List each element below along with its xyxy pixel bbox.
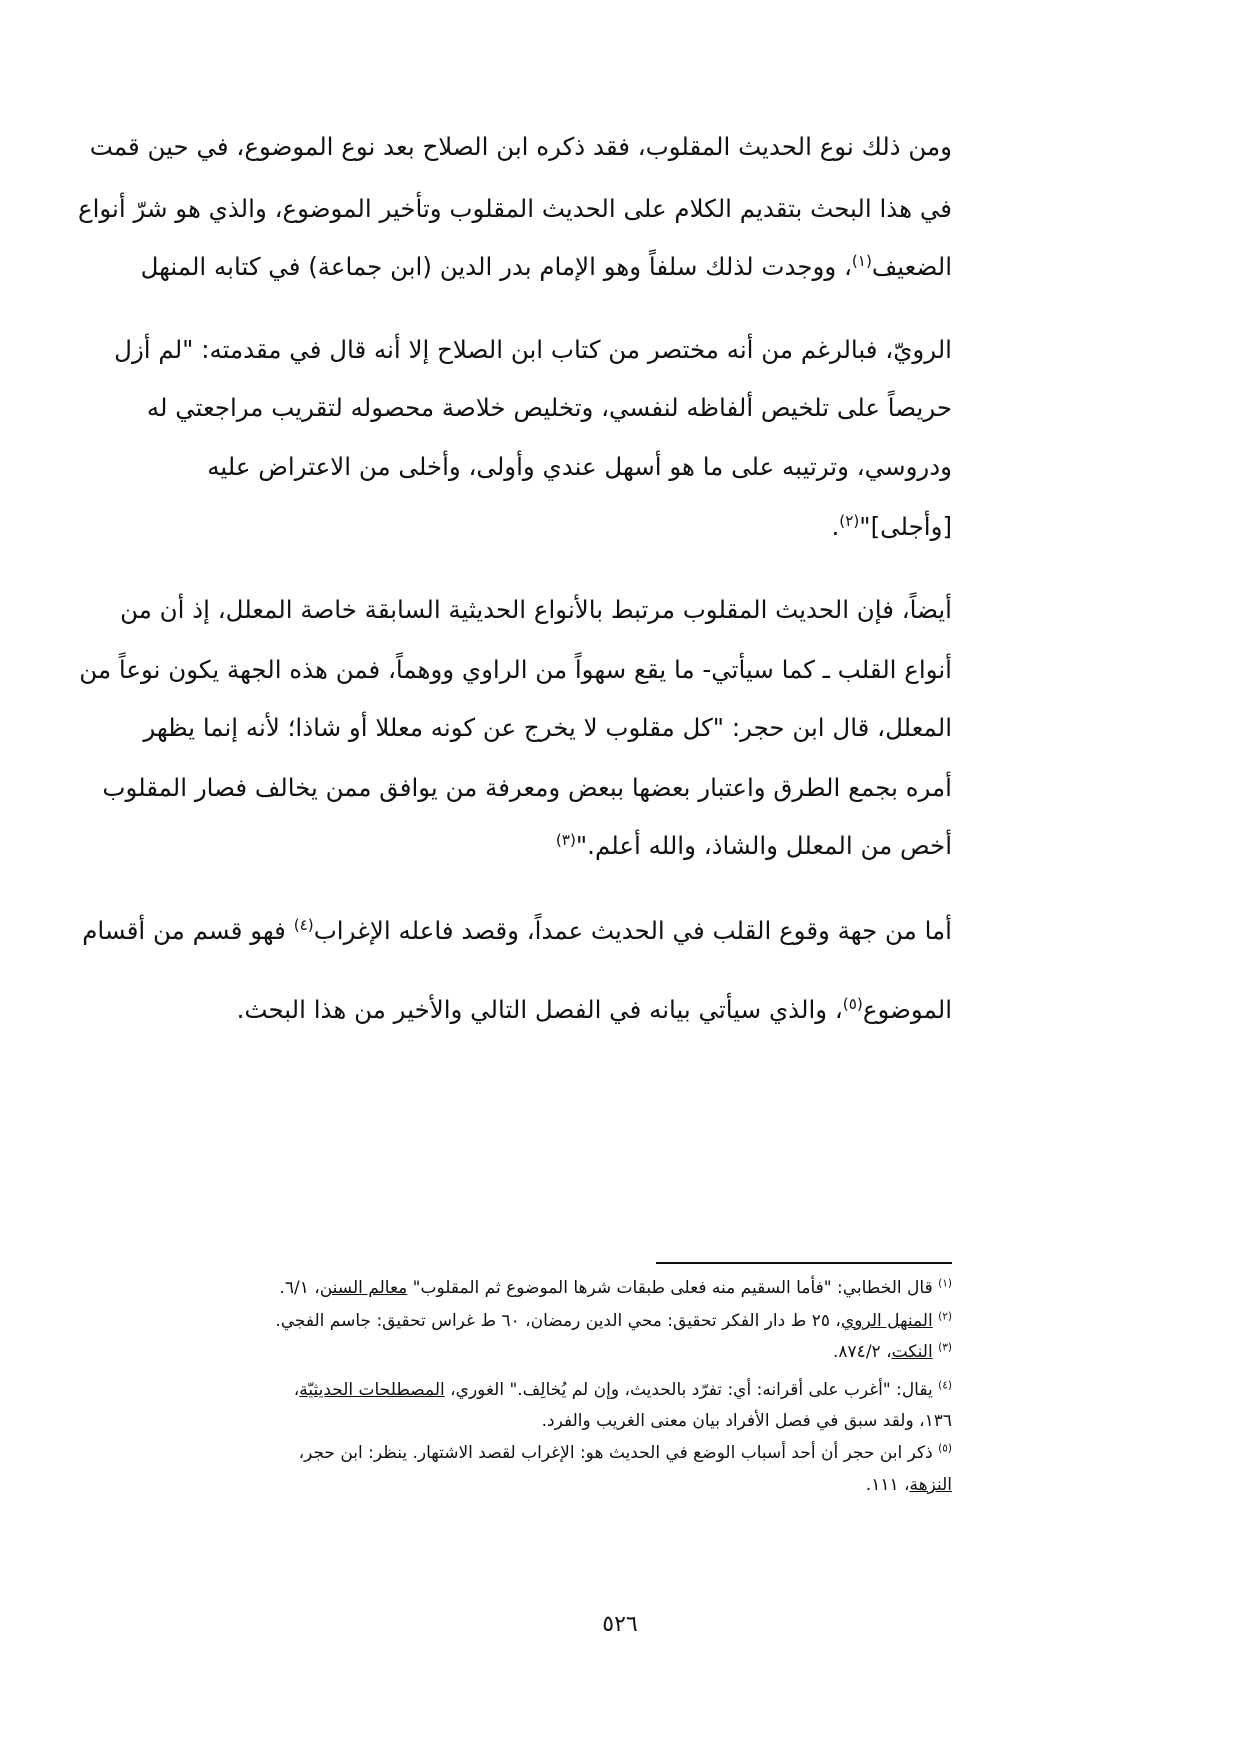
body-text: . — [831, 512, 840, 541]
body-line: المعلل، قال ابن حجر: "كل مقلوب لا يخرج عن كونه معللا أو شاذا؛ لأنه إنما يظهر — [143, 713, 952, 742]
footnote-marker: (٥) — [938, 1442, 952, 1455]
footnote-4-continued: ١٣٦، ولقد سبق في فصل الأفراد بيان معنى الغريب والفرد. — [541, 1411, 952, 1431]
footnote-source-link[interactable]: المصطلحات الحديثيّة — [299, 1380, 445, 1400]
footnote-source-link[interactable]: المنهل الروي — [840, 1311, 933, 1331]
footnote-marker: (١) — [938, 1277, 952, 1290]
footnote-source-link[interactable]: النكت — [891, 1342, 933, 1362]
body-text: الموضوع — [862, 995, 952, 1024]
body-text: أما من جهة وقوع القلب في الحديث عمداً، وقصد فاعله الإغراب — [313, 916, 952, 945]
body-text: ، والذي سيأتي بيانه في الفصل التالي والأخير من هذا البحث. — [236, 995, 843, 1024]
body-line: أمره بجمع الطرق واعتبار بعضها ببعض ومعرفة من يوافق ممن يخالف فصار المقلوب — [102, 773, 952, 802]
footnote-text: قال الخطابي: "فأما السقيم منه فعلى طبقات شرها الموضوع ثم المقلوب" — [412, 1278, 933, 1298]
footnote-5 — [297, 1441, 952, 1465]
footnote-text: ، ٨٧٤/٢. — [833, 1342, 892, 1362]
footnote-ref[interactable]: (٥) — [842, 994, 863, 1013]
footnote-text: ، ٢٥ ط دار الفكر تحقيق: محي الدين رمضان، ٦٠ ط غراس تحقيق: جاسم الفجي. — [275, 1311, 841, 1331]
footnote-ref[interactable]: (١) — [851, 251, 872, 270]
body-line: ومن ذلك نوع الحديث المقلوب، فقد ذكره ابن الصلاح بعد نوع الموضوع، في حين قمت — [89, 132, 952, 161]
footnote-3 — [297, 1340, 952, 1364]
body-line — [297, 510, 952, 544]
body-line — [297, 829, 952, 863]
body-line — [82, 914, 952, 948]
footnote-source-link[interactable]: النزهة — [909, 1475, 952, 1495]
body-line: الرويّ، فبالرغم من أنه مختصر من كتاب ابن الصلاح إلا أنه قال في مقدمته: "لم أزل — [114, 335, 952, 364]
footnote-1 — [279, 1276, 952, 1300]
body-text: الضعيف — [871, 252, 952, 281]
footnote-marker: (٣) — [938, 1341, 952, 1354]
footnote-5-continued — [297, 1473, 952, 1497]
body-line: حريصاً على تلخيص ألفاظه لنفسي، وتخليص خلاصة محصوله لتقريب مراجعتي له — [146, 393, 952, 422]
footnote-ref[interactable]: (٢) — [839, 511, 860, 530]
footnote-marker: (٢) — [938, 1310, 952, 1323]
footnote-text: ذكر ابن حجر أن أحد أسباب الوضع في الحديث هو: الإغراب لقصد الاشتهار. ينظر: ابن حجر، — [298, 1443, 933, 1463]
footnote-text: ، — [293, 1380, 300, 1400]
footnote-source-link[interactable]: معالم السنن — [319, 1278, 408, 1298]
footnote-2 — [275, 1309, 952, 1333]
body-line: ودروسي، وترتيبه على ما هو أسهل عندي وأولى، وأخلى من الاعتراض عليه — [207, 452, 952, 481]
body-text: فهو قسم من أقسام — [82, 916, 294, 945]
footnote-ref[interactable]: (٤) — [293, 915, 314, 934]
body-text: أخص من المعلل والشاذ، والله أعلم." — [575, 831, 952, 860]
body-line: في هذا البحث بتقديم الكلام على الحديث المقلوب وتأخير الموضوع، والذي هو شرّ أنواع — [77, 194, 952, 223]
body-line — [236, 993, 952, 1027]
footnote-ref[interactable]: (٣) — [555, 830, 576, 849]
body-text: [وأجلى]" — [859, 512, 952, 541]
footnote-marker: (٤) — [938, 1379, 952, 1392]
footnote-separator — [656, 1262, 952, 1264]
page-number: ٥٢٦ — [602, 1612, 638, 1637]
footnote-4 — [293, 1378, 952, 1402]
footnote-text: ، ١١١. — [865, 1475, 910, 1495]
body-line — [140, 250, 952, 284]
body-line: أنواع القلب ـ كما سيأتي- ما يقع سهواً من الراوي ووهماً، فمن هذه الجهة يكون نوعاً من — [79, 655, 952, 684]
footnote-text: ، ٦/١. — [279, 1278, 320, 1298]
body-line: أيضاً، فإن الحديث المقلوب مرتبط بالأنواع الحديثية السابقة خاصة المعلل، إذ أن من — [120, 595, 952, 624]
footnote-text: يقال: "أغرب على أقرانه: أي: تفرّد بالحديث، وإن لم يُخالِف." الغوري، — [450, 1380, 933, 1400]
body-text: ، ووجدت لذلك سلفاً وهو الإمام بدر الدين (ابن جماعة) في كتابه المنهل — [140, 252, 852, 281]
